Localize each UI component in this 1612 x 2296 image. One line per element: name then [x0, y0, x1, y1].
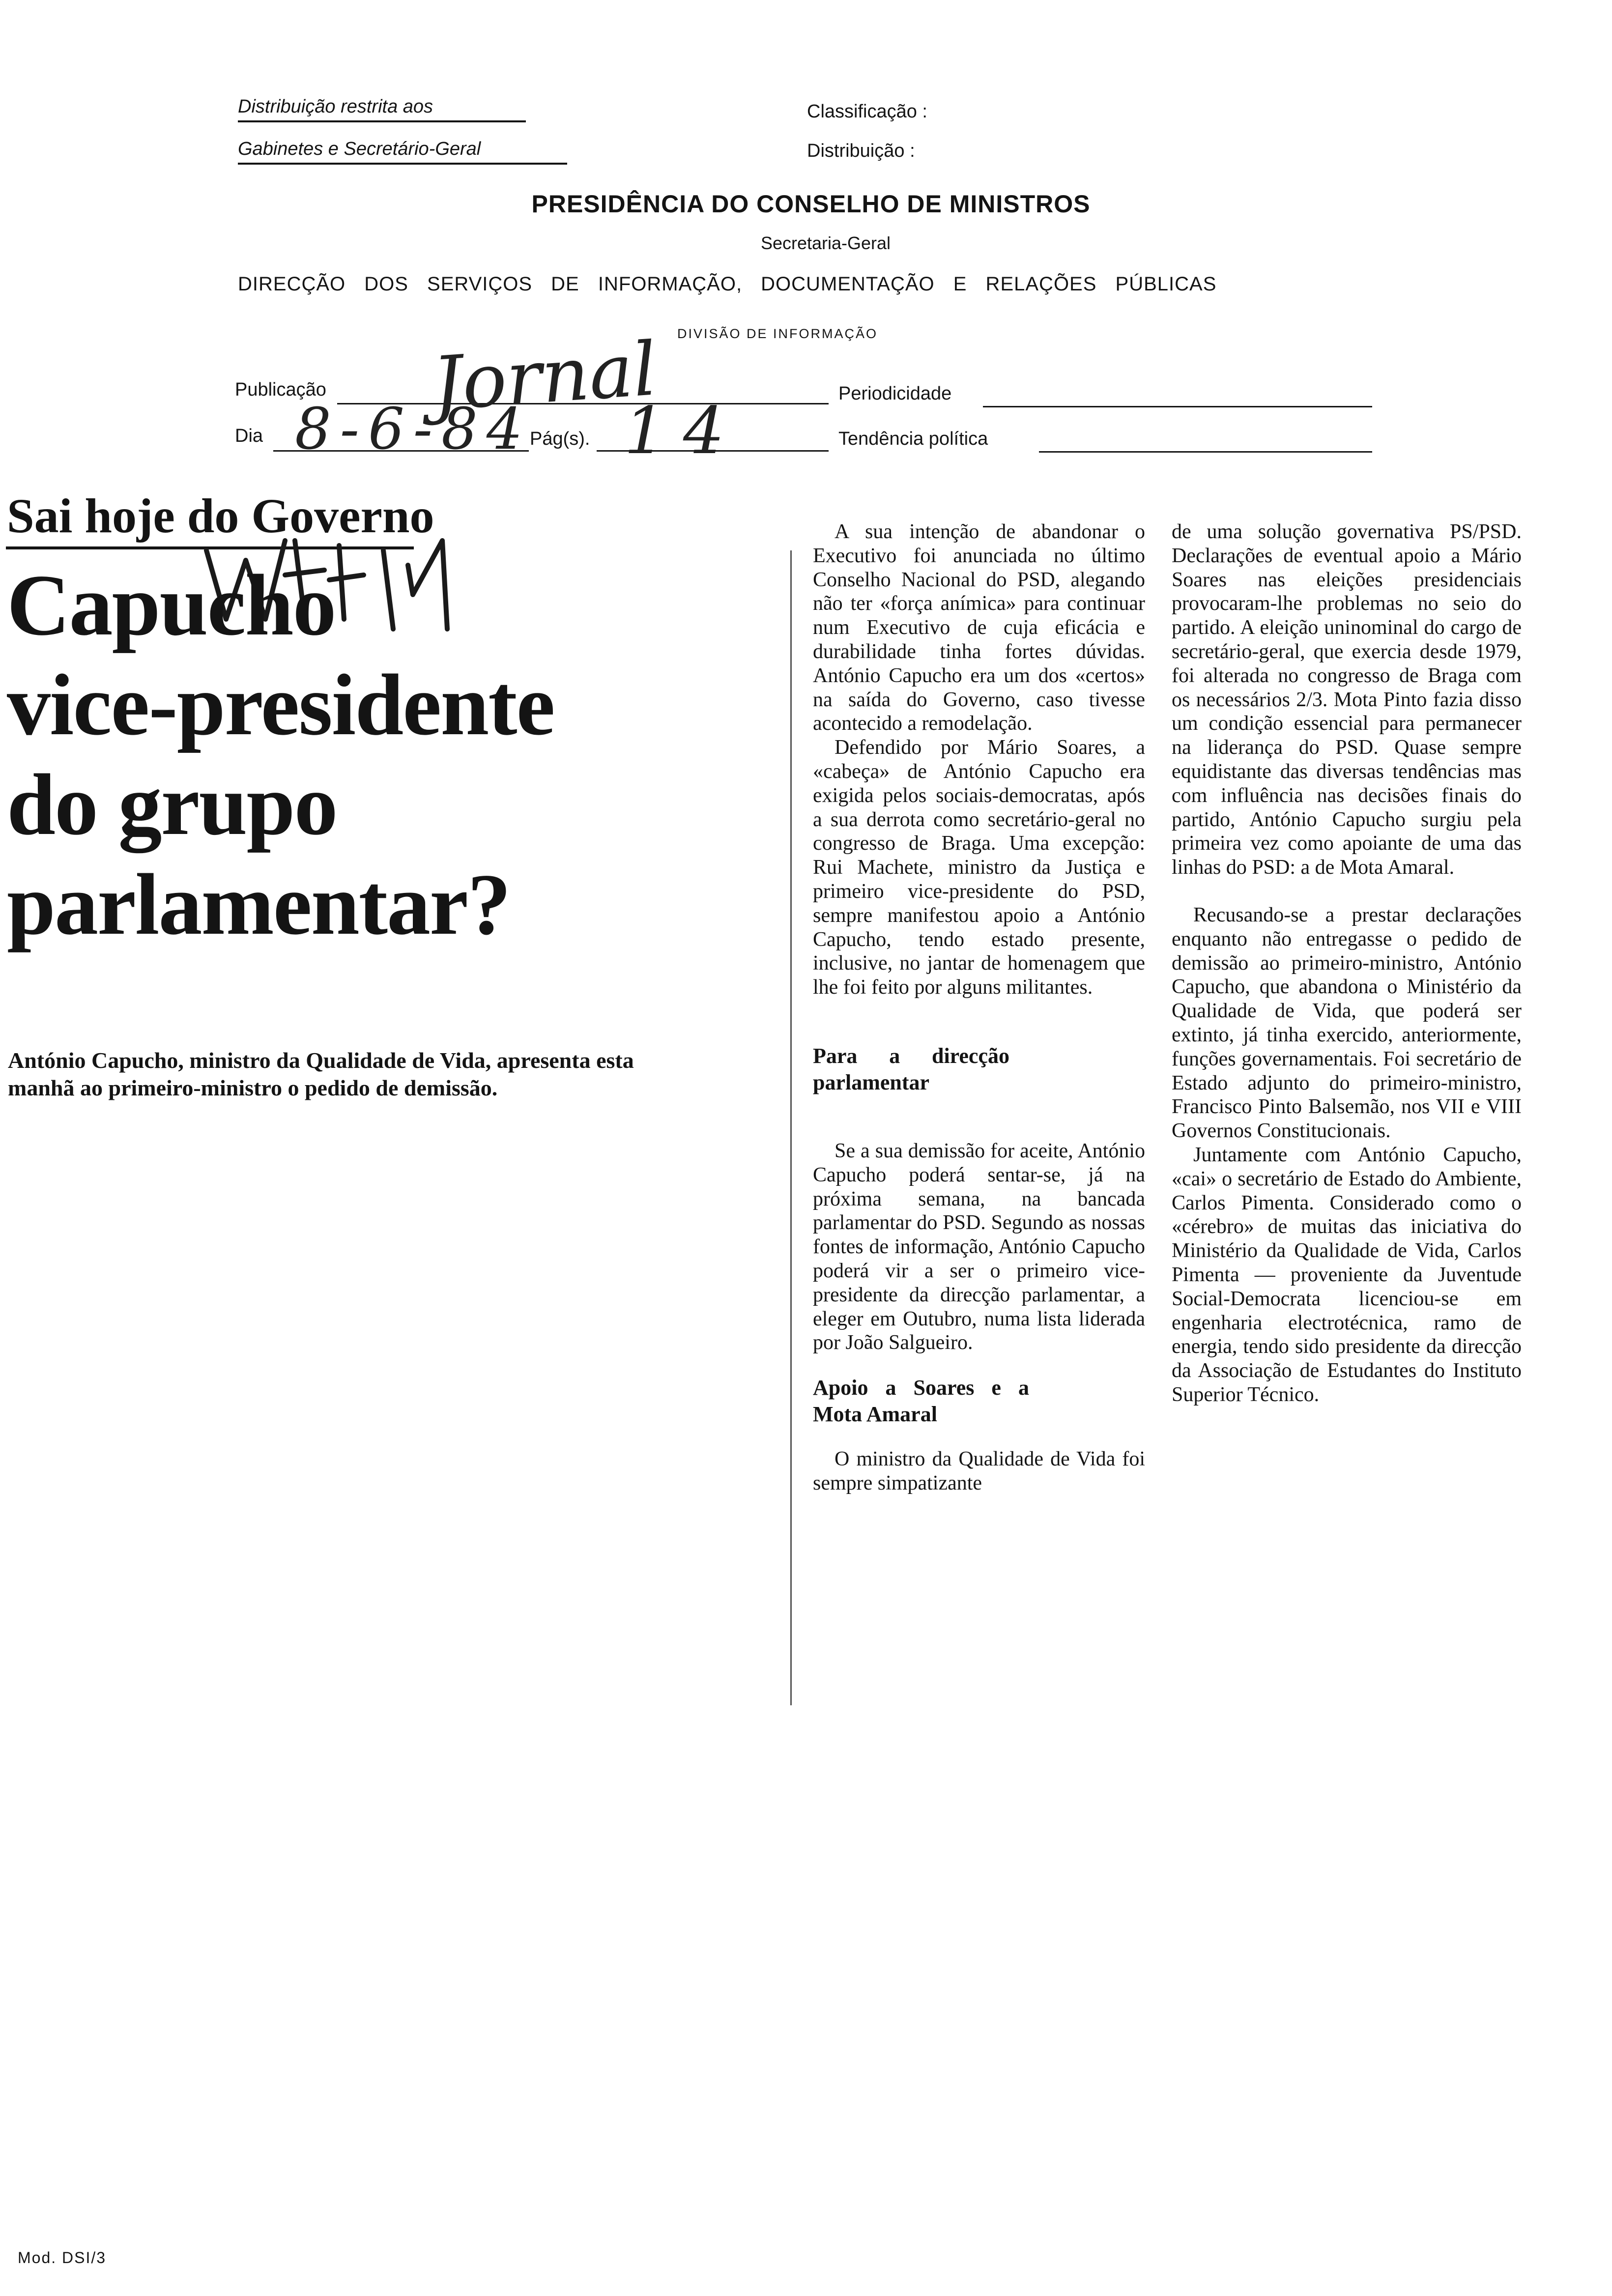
publication-handwritten: Jornal: [430, 326, 660, 428]
article-column-3: [1172, 520, 1522, 1407]
col3-paragraph-3: Juntamente com António Capucho, «cai» o secretário de Estado do Ambiente, Carlos Pimenta. Considerado como o «cérebro» de muitas das iniciativa do Ministério da Qualidade de Vida, Carlos Pimenta — proveniente da Juventude Social-Democrata licenciou-se em engenharia electrotécnica, ramo de energia, tendo sido presidente da direcção da Associação de Estudantes do Instituto Superior Técnico.: [1172, 1143, 1522, 1406]
periodicity-field-line: [983, 406, 1372, 407]
classification-label: Classificação :: [807, 101, 927, 122]
col2-paragraph-4: O ministro da Qualidade de Vida foi sempre simpatizante: [813, 1448, 1145, 1494]
article-kicker: Sai hoje do Governo: [7, 488, 434, 543]
restricted-distribution-line1: Distribuição restrita aos: [238, 96, 526, 122]
article-lead: António Capucho, ministro da Qualidade de Vida, apresenta esta manhã ao primeiro-ministro o pedido de demissão.: [8, 1048, 634, 1100]
publication-label: Publicação: [235, 379, 326, 400]
headline-line-2: vice-presidente: [7, 656, 554, 753]
col3-paragraph-2: Recusando-se a prestar declarações enquanto não entregasse o pedido de demissão ao primeiro-ministro, António Capucho, que abandona o Ministério da Qualidade de Vida, que poderá ser extinto, já tinha exercido, anteriormente, funções governamentais. Foi secretário de Estado adjunto do primeiro-ministro, Francisco Pinto Balsemão, nos VII e VIII Governos Constitucionais.: [1172, 903, 1522, 1143]
col2-paragraph-2: Defendido por Mário Soares, a «cabeça» de António Capucho era exigida pelos sociais-democratas, após a sua derrota como secretário-geral no congresso de Braga. Uma excepção: Rui Machete, ministro da Justiça e primeiro vice-presidente do PSD, sempre manifestou apoio a António Capucho, tendo estado presente, inclusive, no jantar de homenagem que lhe foi feito por alguns militantes.: [813, 736, 1145, 999]
subheading-direccao-parlamentar: Para a direcção parlamentar: [813, 1043, 1009, 1094]
headline-line-1: Capucho: [7, 556, 336, 654]
pages-label: Pág(s).: [530, 429, 590, 449]
headline-line-4: parlamentar?: [7, 856, 511, 953]
political-tendency-label: Tendência política: [838, 429, 988, 449]
article-column-2: [813, 520, 1145, 1495]
day-label: Dia: [235, 426, 263, 446]
political-tendency-field-line: [1039, 451, 1372, 453]
column-divider: [790, 550, 792, 1705]
col3-paragraph-1: de uma solução governativa PS/PSD. Declarações de eventual apoio a Mário Soares nas eleições presidenciais provocaram-lhe problemas no seio do partido. A eleição uninominal do cargo de secretário-geral, que exercia desde 1979, foi alterada no congresso de Braga com os necessários 2/3. Mota Pinto fazia disso um condição essencial para permanecer na liderança do PSD. Quase sempre equidistante das diversas tendências mas com influência nas decisões finais do partido, António Capucho surgiu pela primeira vez como apoiante de uma das linhas do PSD: a de Mota Amaral.: [1172, 520, 1522, 879]
secretariat-subtitle: Secretaria-Geral: [760, 233, 891, 253]
institution-title: PRESIDÊNCIA DO CONSELHO DE MINISTROS: [531, 190, 1091, 218]
headline: [7, 555, 554, 954]
form-code: Mod. DSI/3: [18, 2249, 107, 2267]
division-label: DIVISÃO DE INFORMAÇÃO: [677, 326, 878, 341]
day-handwritten: 8-6-84: [295, 396, 532, 462]
subheading-apoio-soares: Apoio a Soares e a Mota Amaral: [813, 1376, 1029, 1427]
col2-paragraph-1: A sua intenção de abandonar o Executivo foi anunciada no último Conselho Nacional do PSD, alegando não ter «força anímica» para continuar num Executivo de cuja eficácia e durabilidade tinha fortes dúvidas. António Capucho era um dos «certos» na saída do Governo, caso tivesse acontecido a remodelação.: [813, 520, 1145, 735]
periodicity-label: Periodicidade: [838, 383, 952, 404]
col2-paragraph-3: Se a sua demissão for aceite, António Capucho poderá sentar-se, já na próxima semana, na bancada parlamentar do PSD. Segundo as nossas fontes de informação, António Capucho poderá vir a ser o primeiro vice-presidente da direcção parlamentar, a eleger em Outubro, numa lista liderada por João Salgueiro.: [813, 1139, 1145, 1354]
headline-line-3: do grupo: [7, 756, 337, 853]
restricted-distribution-line2: Gabinetes e Secretário-Geral: [238, 139, 567, 165]
distribution-label: Distribuição :: [807, 141, 915, 161]
pages-handwritten: 14: [624, 393, 742, 469]
directorate-line: DIRECÇÃO DOS SERVIÇOS DE INFORMAÇÃO, DOCUMENTAÇÃO E RELAÇÕES PÚBLICAS: [238, 273, 1217, 295]
